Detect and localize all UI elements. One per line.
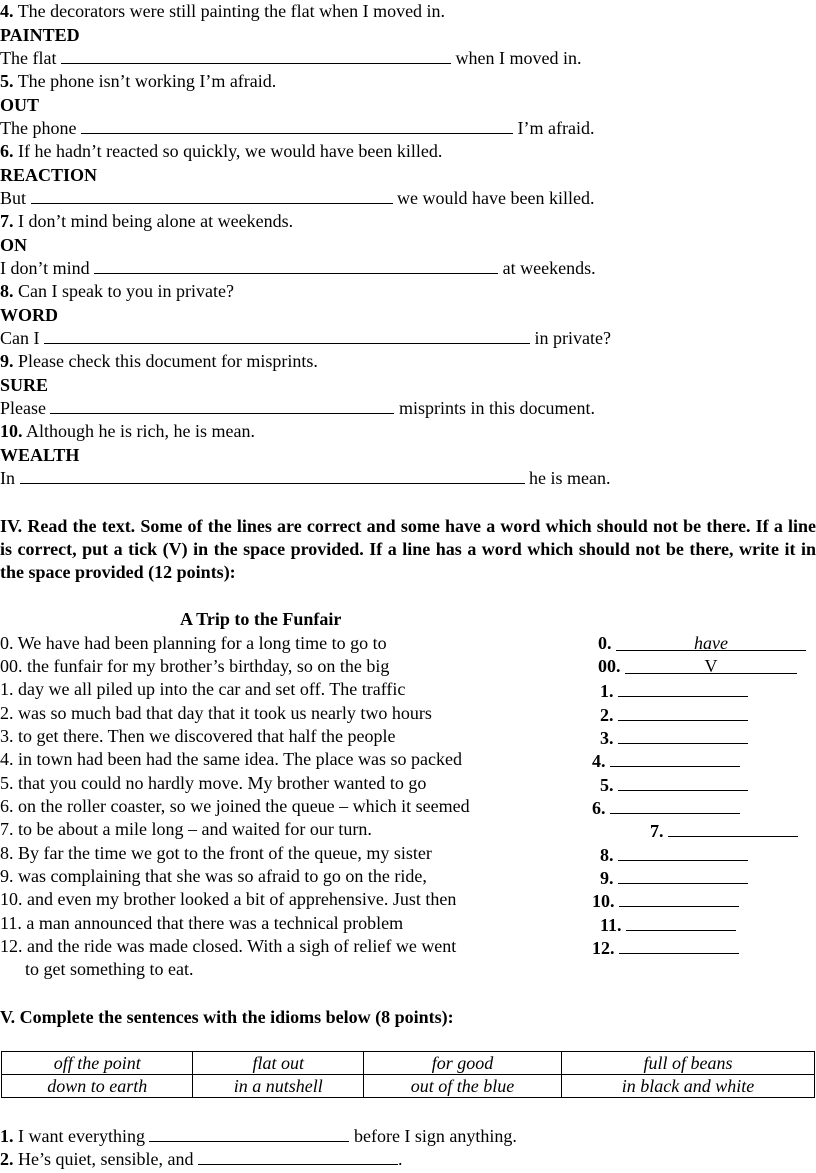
- original-sentence: Can I speak to you in private?: [18, 281, 234, 301]
- answer-blank[interactable]: [149, 1126, 349, 1142]
- answer-row: [650, 818, 798, 840]
- idiom-cell: off the point: [2, 1052, 193, 1075]
- answer-field[interactable]: [618, 725, 748, 744]
- answer-field[interactable]: have: [616, 632, 806, 651]
- sentence-4: [0, 0, 445, 22]
- text-line: 12. and the ride was made closed. With a sigh of relief we went: [0, 936, 457, 956]
- answer-field[interactable]: [626, 912, 736, 931]
- answer-number: 6.: [592, 798, 606, 818]
- original-sentence: The phone isn’t working I’m afraid.: [17, 71, 277, 91]
- answer-blank[interactable]: [31, 188, 393, 204]
- sentence-prefix: I want everything: [18, 1126, 145, 1146]
- idiom-cell: out of the blue: [364, 1075, 562, 1098]
- answer-blank[interactable]: [20, 468, 525, 484]
- item-number: 5.: [0, 71, 14, 91]
- rewrite-prefix: Can I: [0, 328, 40, 348]
- answer-number: 2.: [600, 705, 614, 725]
- keyword-8: WORD: [0, 305, 58, 325]
- answer-field[interactable]: [618, 865, 748, 884]
- answer-row: [600, 725, 748, 747]
- answer-number: 3.: [600, 728, 614, 748]
- text-line: 1. day we all piled up into the car and set off. The traffic: [0, 679, 406, 699]
- answer-field[interactable]: [618, 772, 748, 791]
- answer-number: 10.: [592, 891, 615, 911]
- rewrite-prefix: Please: [0, 398, 46, 418]
- rewrite-10: [0, 467, 610, 489]
- answer-field[interactable]: [618, 702, 748, 721]
- answer-blank[interactable]: [198, 1149, 398, 1165]
- answer-field[interactable]: [610, 795, 740, 814]
- original-sentence: I don’t mind being alone at weekends.: [18, 211, 294, 231]
- sentence-9: [0, 350, 318, 372]
- rewrite-8: [0, 327, 611, 349]
- rewrite-suffix: in private?: [534, 328, 611, 348]
- answer-number: 7.: [650, 821, 664, 841]
- answer-number: 4.: [592, 751, 606, 771]
- rewrite-4: [0, 47, 581, 69]
- rewrite-suffix: when I moved in.: [455, 48, 582, 68]
- section-5-heading: V. Complete the sentences with the idioms below (8 points):: [0, 1007, 454, 1027]
- section-4-heading: IV. Read the text. Some of the lines are correct and some have a word which should not be there. If a line is correct, put a tick (V) in the space provided. If a line has a word which should not be there, write it in the space provided (12 points):: [0, 516, 816, 582]
- rewrite-prefix: I don’t mind: [0, 258, 90, 278]
- text-line: 4. in town had been had the same idea. The place was so packed: [0, 749, 463, 769]
- original-sentence: If he hadn’t reacted so quickly, we would have been killed.: [18, 141, 443, 161]
- rewrite-6: [0, 187, 594, 209]
- rewrite-prefix: But: [0, 188, 27, 208]
- sentence-8: [0, 280, 234, 302]
- text-line: 2. was so much bad that day that it took us nearly two hours: [0, 703, 432, 723]
- answer-row: [600, 702, 748, 724]
- text-line: 3. to get there. Then we discovered that half the people: [0, 726, 396, 746]
- rewrite-suffix: he is mean.: [529, 468, 611, 488]
- rewrite-suffix: I’m afraid.: [517, 118, 595, 138]
- answer-field[interactable]: [619, 888, 739, 907]
- rewrite-suffix: we would have been killed.: [397, 188, 595, 208]
- sentence-6: [0, 140, 442, 162]
- original-sentence: Please check this document for misprints.: [18, 351, 318, 371]
- answer-row: [600, 842, 748, 864]
- keyword-4: PAINTED: [0, 25, 80, 45]
- original-sentence: Although he is rich, he is mean.: [26, 421, 255, 441]
- rewrite-suffix: misprints in this document.: [398, 398, 595, 418]
- rewrite-prefix: The flat: [0, 48, 57, 68]
- original-sentence: The decorators were still painting the flat when I moved in.: [17, 1, 446, 21]
- text-title: A Trip to the Funfair: [180, 609, 342, 629]
- sentence-10: [0, 420, 255, 442]
- answer-number: 5.: [600, 775, 614, 795]
- text-line: 9. was complaining that she was so afraid to go on the ride,: [0, 866, 427, 886]
- rewrite-5: [0, 117, 594, 139]
- text-line: 00. the funfair for my brother’s birthday, so on the big: [0, 656, 390, 676]
- rewrite-7: [0, 257, 596, 279]
- answer-field[interactable]: [610, 748, 740, 767]
- idiom-cell: flat out: [193, 1052, 364, 1075]
- rewrite-9: [0, 397, 595, 419]
- text-line: to get something to eat.: [25, 959, 194, 979]
- answer-row: [600, 912, 736, 934]
- text-line: 6. on the roller coaster, so we joined the queue – which it seemed: [0, 796, 470, 816]
- text-line: 0. We have had been planning for a long time to go to: [0, 633, 387, 653]
- rewrite-prefix: In: [0, 468, 15, 488]
- answer-blank[interactable]: [50, 398, 394, 414]
- answer-row: [600, 772, 748, 794]
- text-line: 11. a man announced that there was a technical problem: [0, 913, 404, 933]
- answer-row: [592, 888, 739, 910]
- answer-blank[interactable]: [44, 328, 530, 344]
- answer-number: 11.: [600, 915, 622, 935]
- answer-row: [592, 795, 740, 817]
- answer-blank[interactable]: [81, 118, 513, 134]
- sentence-suffix: .: [397, 1149, 403, 1169]
- item-number: 4.: [0, 1, 14, 21]
- answer-field[interactable]: [618, 678, 748, 697]
- sentence-suffix: before I sign anything.: [353, 1126, 517, 1146]
- answer-field[interactable]: V: [625, 655, 797, 674]
- keyword-7: ON: [0, 235, 27, 255]
- text-line: 8. By far the time we got to the front of the queue, my sister: [0, 843, 432, 863]
- answer-number: 00.: [598, 656, 621, 676]
- rewrite-suffix: at weekends.: [502, 258, 596, 278]
- idiom-cell: in a nutshell: [193, 1075, 364, 1098]
- answer-field[interactable]: [668, 818, 798, 837]
- idiom-cell: in black and white: [562, 1075, 815, 1098]
- rewrite-prefix: The phone: [0, 118, 77, 138]
- answer-field[interactable]: [618, 842, 748, 861]
- answer-blank[interactable]: [94, 258, 498, 274]
- item-number: 10.: [0, 421, 23, 441]
- item-number: 7.: [0, 211, 14, 231]
- table-row: [2, 1075, 815, 1098]
- answer-row: [598, 632, 806, 654]
- answer-number: 0.: [598, 633, 612, 653]
- item-number: 1.: [0, 1126, 14, 1146]
- sentence-5: [0, 70, 276, 92]
- idiom-sentence-1: [0, 1125, 517, 1147]
- text-line: 5. that you could no hardly move. My brother wanted to go: [0, 773, 427, 793]
- answer-number: 9.: [600, 868, 614, 888]
- answer-row: [592, 935, 739, 957]
- idiom-sentence-2: [0, 1148, 402, 1170]
- item-number: 9.: [0, 351, 14, 371]
- keyword-5: OUT: [0, 95, 40, 115]
- answer-blank[interactable]: [61, 48, 451, 64]
- idiom-cell: full of beans: [562, 1052, 815, 1075]
- answer-row: [592, 748, 740, 770]
- sentence-7: [0, 210, 293, 232]
- answer-row: [600, 678, 748, 700]
- answer-number: 12.: [592, 938, 615, 958]
- keyword-6: REACTION: [0, 165, 98, 185]
- item-number: 6.: [0, 141, 14, 161]
- answer-row: [598, 655, 797, 677]
- answer-row: [600, 865, 748, 887]
- text-line: 7. to be about a mile long – and waited for our turn.: [0, 819, 372, 839]
- answer-field[interactable]: [619, 935, 739, 954]
- item-number: 8.: [0, 281, 14, 301]
- idioms-table: [1, 1051, 815, 1098]
- keyword-9: SURE: [0, 375, 49, 395]
- item-number: 2.: [0, 1149, 14, 1169]
- answer-number: 1.: [600, 681, 614, 701]
- idiom-cell: for good: [364, 1052, 562, 1075]
- answer-number: 8.: [600, 845, 614, 865]
- idiom-cell: down to earth: [2, 1075, 193, 1098]
- sentence-prefix: He’s quiet, sensible, and: [18, 1149, 194, 1169]
- text-line: 10. and even my brother looked a bit of apprehensive. Just then: [0, 889, 457, 909]
- table-row: [2, 1052, 815, 1075]
- keyword-10: WEALTH: [0, 445, 80, 465]
